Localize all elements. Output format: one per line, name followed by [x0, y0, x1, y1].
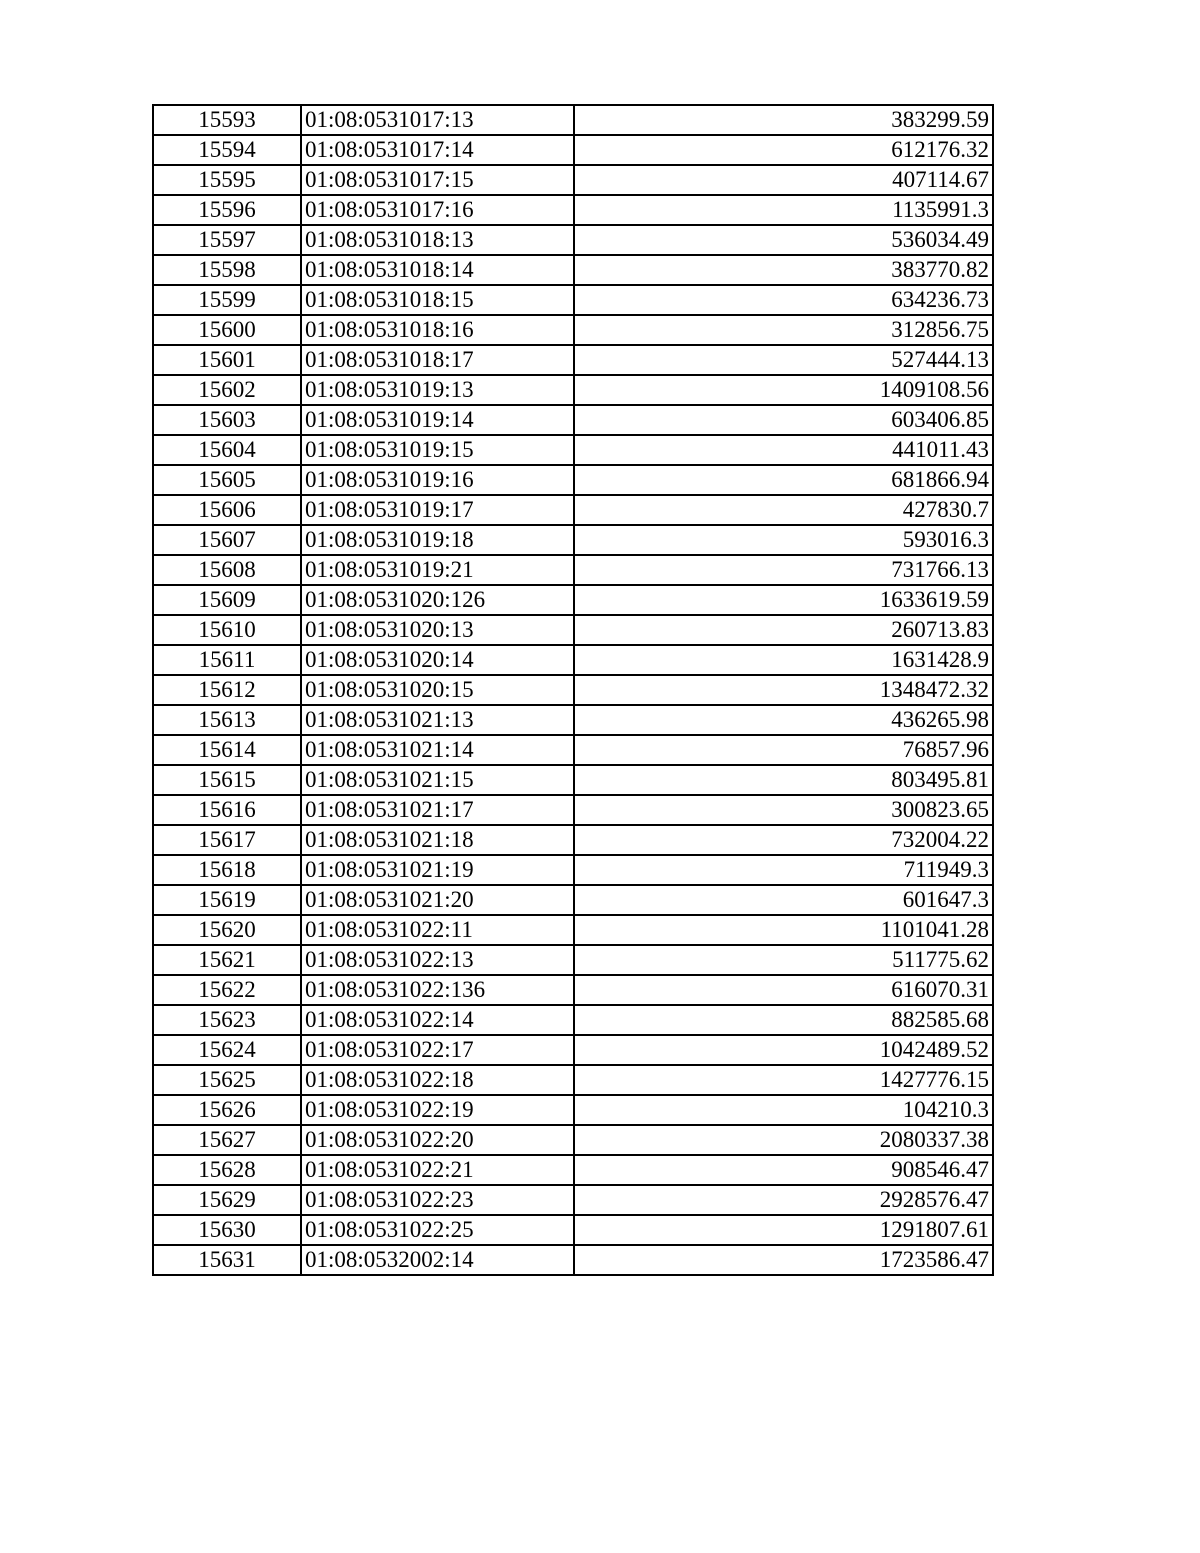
amount-cell: 383299.59 [574, 105, 993, 135]
amount-cell: 593016.3 [574, 525, 993, 555]
cadastral-number-cell: 01:08:0531017:16 [301, 195, 574, 225]
amount-cell: 1348472.32 [574, 675, 993, 705]
row-number-cell: 15623 [153, 1005, 301, 1035]
amount-cell: 731766.13 [574, 555, 993, 585]
table-row [153, 945, 993, 975]
row-number-cell: 15617 [153, 825, 301, 855]
amount-cell: 104210.3 [574, 1095, 993, 1125]
amount-cell: 536034.49 [574, 225, 993, 255]
amount-cell: 882585.68 [574, 1005, 993, 1035]
cadastral-number-cell: 01:08:0531020:126 [301, 585, 574, 615]
row-number-cell: 15595 [153, 165, 301, 195]
cadastral-number-cell: 01:08:0531018:16 [301, 315, 574, 345]
row-number-cell: 15610 [153, 615, 301, 645]
cadastral-number-cell: 01:08:0531020:14 [301, 645, 574, 675]
table-row [153, 525, 993, 555]
amount-cell: 1291807.61 [574, 1215, 993, 1245]
row-number-cell: 15607 [153, 525, 301, 555]
cadastral-number-cell: 01:08:0531017:13 [301, 105, 574, 135]
table-row [153, 255, 993, 285]
row-number-cell: 15605 [153, 465, 301, 495]
table-row [153, 165, 993, 195]
amount-cell: 1101041.28 [574, 915, 993, 945]
row-number-cell: 15612 [153, 675, 301, 705]
amount-cell: 312856.75 [574, 315, 993, 345]
cadastral-number-cell: 01:08:0531019:14 [301, 405, 574, 435]
table-row [153, 1035, 993, 1065]
cadastral-number-cell: 01:08:0531019:18 [301, 525, 574, 555]
table-row [153, 375, 993, 405]
amount-cell: 1135991.3 [574, 195, 993, 225]
table-row [153, 675, 993, 705]
cadastral-number-cell: 01:08:0531021:17 [301, 795, 574, 825]
amount-cell: 1631428.9 [574, 645, 993, 675]
data-table [152, 104, 994, 1276]
table-row [153, 1155, 993, 1185]
amount-cell: 1427776.15 [574, 1065, 993, 1095]
amount-cell: 407114.67 [574, 165, 993, 195]
amount-cell: 527444.13 [574, 345, 993, 375]
cadastral-number-cell: 01:08:0531018:13 [301, 225, 574, 255]
table-body [153, 105, 993, 1275]
amount-cell: 436265.98 [574, 705, 993, 735]
cadastral-number-cell: 01:08:0531018:15 [301, 285, 574, 315]
amount-cell: 2928576.47 [574, 1185, 993, 1215]
row-number-cell: 15608 [153, 555, 301, 585]
row-number-cell: 15624 [153, 1035, 301, 1065]
amount-cell: 441011.43 [574, 435, 993, 465]
table-row [153, 915, 993, 945]
table-row [153, 1095, 993, 1125]
cadastral-number-cell: 01:08:0531018:14 [301, 255, 574, 285]
table-row [153, 315, 993, 345]
amount-cell: 2080337.38 [574, 1125, 993, 1155]
cadastral-number-cell: 01:08:0531022:136 [301, 975, 574, 1005]
cadastral-number-cell: 01:08:0531022:11 [301, 915, 574, 945]
table-row [153, 1185, 993, 1215]
row-number-cell: 15609 [153, 585, 301, 615]
amount-cell: 300823.65 [574, 795, 993, 825]
amount-cell: 1723586.47 [574, 1245, 993, 1275]
table-row [153, 1125, 993, 1155]
cadastral-number-cell: 01:08:0531017:15 [301, 165, 574, 195]
table-row [153, 405, 993, 435]
row-number-cell: 15626 [153, 1095, 301, 1125]
amount-cell: 711949.3 [574, 855, 993, 885]
row-number-cell: 15597 [153, 225, 301, 255]
amount-cell: 383770.82 [574, 255, 993, 285]
cadastral-number-cell: 01:08:0531021:20 [301, 885, 574, 915]
amount-cell: 612176.32 [574, 135, 993, 165]
cadastral-number-cell: 01:08:0531021:13 [301, 705, 574, 735]
row-number-cell: 15630 [153, 1215, 301, 1245]
table-row [153, 1245, 993, 1275]
table-row [153, 855, 993, 885]
table-row [153, 795, 993, 825]
table-row [153, 765, 993, 795]
cadastral-number-cell: 01:08:0532002:14 [301, 1245, 574, 1275]
cadastral-number-cell: 01:08:0531021:15 [301, 765, 574, 795]
row-number-cell: 15606 [153, 495, 301, 525]
cadastral-number-cell: 01:08:0531019:15 [301, 435, 574, 465]
table-row [153, 195, 993, 225]
row-number-cell: 15604 [153, 435, 301, 465]
cadastral-number-cell: 01:08:0531020:13 [301, 615, 574, 645]
row-number-cell: 15628 [153, 1155, 301, 1185]
cadastral-number-cell: 01:08:0531019:13 [301, 375, 574, 405]
table-row [153, 585, 993, 615]
table-row [153, 555, 993, 585]
amount-cell: 427830.7 [574, 495, 993, 525]
amount-cell: 803495.81 [574, 765, 993, 795]
table-row [153, 885, 993, 915]
amount-cell: 681866.94 [574, 465, 993, 495]
cadastral-number-cell: 01:08:0531020:15 [301, 675, 574, 705]
cadastral-number-cell: 01:08:0531022:17 [301, 1035, 574, 1065]
amount-cell: 603406.85 [574, 405, 993, 435]
amount-cell: 732004.22 [574, 825, 993, 855]
amount-cell: 601647.3 [574, 885, 993, 915]
table-row [153, 465, 993, 495]
cadastral-number-cell: 01:08:0531021:19 [301, 855, 574, 885]
table-row [153, 735, 993, 765]
cadastral-number-cell: 01:08:0531022:21 [301, 1155, 574, 1185]
row-number-cell: 15598 [153, 255, 301, 285]
row-number-cell: 15619 [153, 885, 301, 915]
row-number-cell: 15600 [153, 315, 301, 345]
cadastral-number-cell: 01:08:0531022:13 [301, 945, 574, 975]
cadastral-number-cell: 01:08:0531022:25 [301, 1215, 574, 1245]
amount-cell: 908546.47 [574, 1155, 993, 1185]
row-number-cell: 15594 [153, 135, 301, 165]
amount-cell: 511775.62 [574, 945, 993, 975]
table-row [153, 135, 993, 165]
table-row [153, 495, 993, 525]
row-number-cell: 15596 [153, 195, 301, 225]
table-row [153, 615, 993, 645]
table-row [153, 1065, 993, 1095]
row-number-cell: 15611 [153, 645, 301, 675]
row-number-cell: 15618 [153, 855, 301, 885]
amount-cell: 634236.73 [574, 285, 993, 315]
row-number-cell: 15631 [153, 1245, 301, 1275]
row-number-cell: 15601 [153, 345, 301, 375]
row-number-cell: 15625 [153, 1065, 301, 1095]
row-number-cell: 15615 [153, 765, 301, 795]
amount-cell: 1409108.56 [574, 375, 993, 405]
cadastral-number-cell: 01:08:0531022:14 [301, 1005, 574, 1035]
table-row [153, 825, 993, 855]
table-row [153, 285, 993, 315]
table-row [153, 705, 993, 735]
cadastral-number-cell: 01:08:0531022:23 [301, 1185, 574, 1215]
cadastral-number-cell: 01:08:0531019:21 [301, 555, 574, 585]
row-number-cell: 15616 [153, 795, 301, 825]
amount-cell: 1633619.59 [574, 585, 993, 615]
table-row [153, 975, 993, 1005]
table-row [153, 1005, 993, 1035]
table-row [153, 225, 993, 255]
table-row [153, 105, 993, 135]
row-number-cell: 15627 [153, 1125, 301, 1155]
cadastral-number-cell: 01:08:0531022:19 [301, 1095, 574, 1125]
amount-cell: 260713.83 [574, 615, 993, 645]
table-row [153, 645, 993, 675]
row-number-cell: 15602 [153, 375, 301, 405]
row-number-cell: 15614 [153, 735, 301, 765]
amount-cell: 76857.96 [574, 735, 993, 765]
amount-cell: 1042489.52 [574, 1035, 993, 1065]
row-number-cell: 15629 [153, 1185, 301, 1215]
cadastral-number-cell: 01:08:0531017:14 [301, 135, 574, 165]
cadastral-number-cell: 01:08:0531019:17 [301, 495, 574, 525]
row-number-cell: 15622 [153, 975, 301, 1005]
table-row [153, 1215, 993, 1245]
row-number-cell: 15620 [153, 915, 301, 945]
amount-cell: 616070.31 [574, 975, 993, 1005]
cadastral-number-cell: 01:08:0531022:18 [301, 1065, 574, 1095]
row-number-cell: 15603 [153, 405, 301, 435]
cadastral-number-cell: 01:08:0531022:20 [301, 1125, 574, 1155]
row-number-cell: 15621 [153, 945, 301, 975]
cadastral-number-cell: 01:08:0531021:18 [301, 825, 574, 855]
row-number-cell: 15599 [153, 285, 301, 315]
table-row [153, 345, 993, 375]
cadastral-number-cell: 01:08:0531019:16 [301, 465, 574, 495]
cadastral-number-cell: 01:08:0531018:17 [301, 345, 574, 375]
table-row [153, 435, 993, 465]
row-number-cell: 15613 [153, 705, 301, 735]
row-number-cell: 15593 [153, 105, 301, 135]
cadastral-number-cell: 01:08:0531021:14 [301, 735, 574, 765]
